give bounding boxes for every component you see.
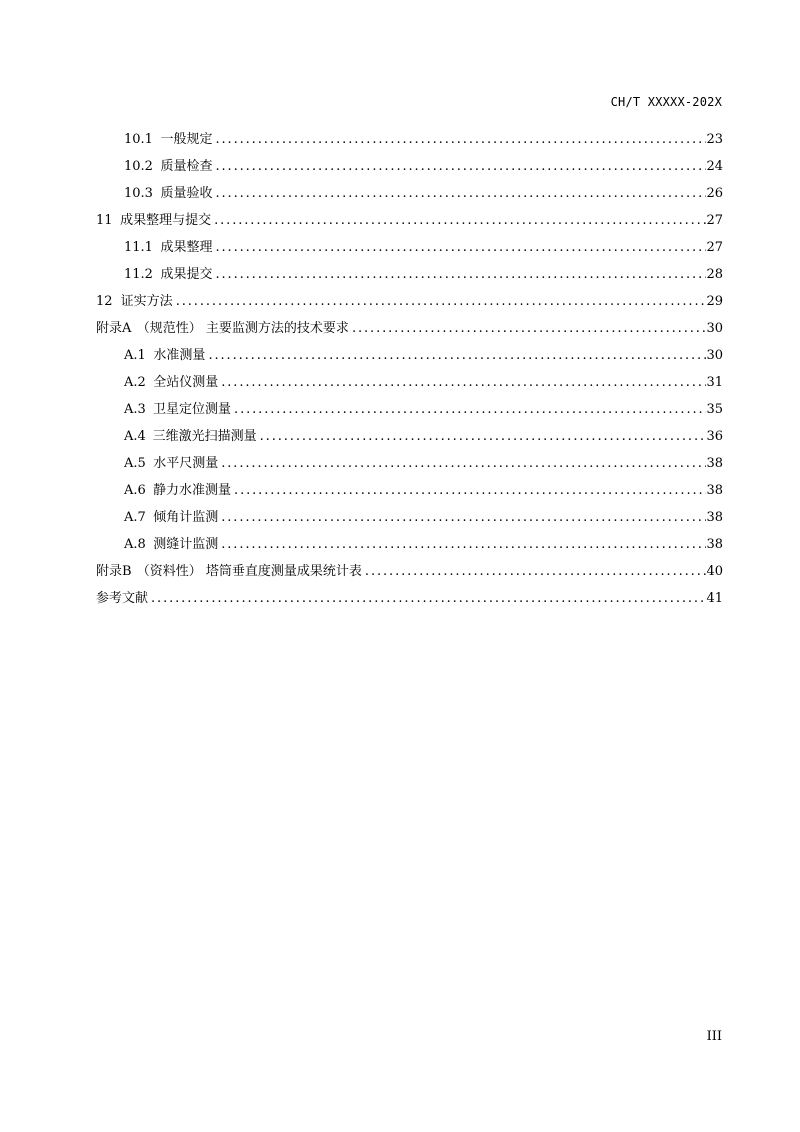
toc-leader-dots (218, 531, 706, 558)
toc-entry-title: 成果提交 (160, 267, 213, 282)
toc-leader-dots (212, 180, 706, 207)
toc-leader-dots (205, 342, 706, 369)
toc-entry-page: 41 (706, 591, 723, 606)
toc-entry-title: 水准测量 (153, 348, 206, 363)
toc-entry[interactable] (96, 153, 723, 180)
toc-entry[interactable] (96, 531, 723, 558)
toc-entry-title: 成果整理 (160, 240, 213, 255)
toc-entry-number: A.2 (124, 375, 146, 390)
toc-entry-page: 35 (706, 402, 723, 417)
toc-entry-number: 10.3 (124, 186, 153, 201)
toc-entry-page: 30 (706, 321, 723, 336)
toc-leader-dots (212, 234, 706, 261)
toc-entry-number: A.6 (124, 483, 146, 498)
toc-entry-title: （资料性） 塔筒垂直度测量成果统计表 (136, 564, 362, 579)
table-of-contents (96, 126, 723, 612)
toc-entry-number: A.5 (124, 456, 146, 471)
toc-entry-page: 40 (706, 564, 723, 579)
toc-entry-number: A.3 (124, 402, 146, 417)
toc-leader-dots (212, 126, 706, 153)
toc-entry-page: 29 (706, 294, 723, 309)
toc-leader-dots (231, 477, 706, 504)
toc-entry-page: 38 (706, 537, 723, 552)
toc-leader-dots (211, 207, 706, 234)
toc-entry[interactable] (96, 315, 723, 342)
toc-entry-page: 23 (706, 132, 723, 147)
toc-entry[interactable] (96, 477, 723, 504)
toc-entry[interactable] (96, 180, 723, 207)
toc-leader-dots (173, 288, 707, 315)
toc-leader-dots (231, 396, 706, 423)
toc-entry[interactable] (96, 234, 723, 261)
page-number: III (706, 1029, 722, 1044)
toc-entry-page: 28 (706, 267, 723, 282)
toc-entry-title: 成果整理与提交 (120, 213, 212, 228)
toc-entry-title: 水平尺测量 (153, 456, 219, 471)
toc-entry-number: 11.1 (124, 240, 153, 255)
toc-entry-title: 全站仪测量 (153, 375, 219, 390)
toc-entry-page: 26 (706, 186, 723, 201)
toc-entry-number: 附录A (96, 321, 132, 336)
toc-entry-title: （规范性） 主要监测方法的技术要求 (136, 321, 349, 336)
toc-entry-number: 11 (96, 213, 113, 228)
toc-leader-dots (148, 585, 706, 612)
toc-entry-page: 36 (706, 429, 723, 444)
toc-leader-dots (212, 261, 706, 288)
toc-entry-title: 静力水准测量 (153, 483, 232, 498)
toc-entry[interactable] (96, 369, 723, 396)
toc-entry-page: 27 (706, 240, 723, 255)
toc-entry-title: 测缝计监测 (153, 537, 219, 552)
toc-entry-number: 11.2 (124, 267, 153, 282)
toc-entry[interactable] (96, 504, 723, 531)
toc-entry-title: 卫星定位测量 (153, 402, 232, 417)
toc-entry-page: 24 (706, 159, 723, 174)
toc-leader-dots (218, 504, 706, 531)
toc-entry-title: 参考文献 (96, 591, 149, 606)
toc-entry[interactable] (96, 396, 723, 423)
toc-entry[interactable] (96, 126, 723, 153)
toc-entry-number: A.7 (124, 510, 146, 525)
toc-leader-dots (257, 423, 707, 450)
toc-entry-page: 38 (706, 510, 723, 525)
toc-entry[interactable] (96, 261, 723, 288)
toc-entry[interactable] (96, 450, 723, 477)
toc-entry[interactable] (96, 342, 723, 369)
toc-entry-page: 38 (706, 456, 723, 471)
toc-leader-dots (362, 558, 707, 585)
toc-entry-title: 证实方法 (120, 294, 173, 309)
toc-entry-title: 质量验收 (160, 186, 213, 201)
toc-entry-page: 30 (706, 348, 723, 363)
toc-entry-page: 38 (706, 483, 723, 498)
toc-entry[interactable] (96, 585, 723, 612)
toc-entry-title: 三维激光扫描测量 (152, 429, 257, 444)
toc-entry-title: 倾角计监测 (153, 510, 219, 525)
toc-entry-number: A.4 (124, 429, 146, 444)
toc-entry[interactable] (96, 558, 723, 585)
toc-entry-title: 质量检查 (160, 159, 213, 174)
toc-entry-page: 31 (706, 375, 723, 390)
standard-code-header: CH/T XXXXX-202X (610, 95, 722, 109)
toc-leader-dots (218, 369, 706, 396)
toc-entry-number: A.1 (124, 348, 146, 363)
toc-entry-number: 12 (96, 294, 113, 309)
toc-entry[interactable] (96, 207, 723, 234)
toc-entry-number: 10.2 (124, 159, 153, 174)
toc-entry[interactable] (96, 423, 723, 450)
toc-entry-number: A.8 (124, 537, 146, 552)
toc-entry-page: 27 (706, 213, 723, 228)
toc-entry-number: 10.1 (124, 132, 153, 147)
toc-entry-number: 附录B (96, 564, 132, 579)
toc-entry-title: 一般规定 (160, 132, 213, 147)
toc-leader-dots (218, 450, 706, 477)
toc-entry[interactable] (96, 288, 723, 315)
toc-leader-dots (349, 315, 707, 342)
toc-leader-dots (212, 153, 706, 180)
